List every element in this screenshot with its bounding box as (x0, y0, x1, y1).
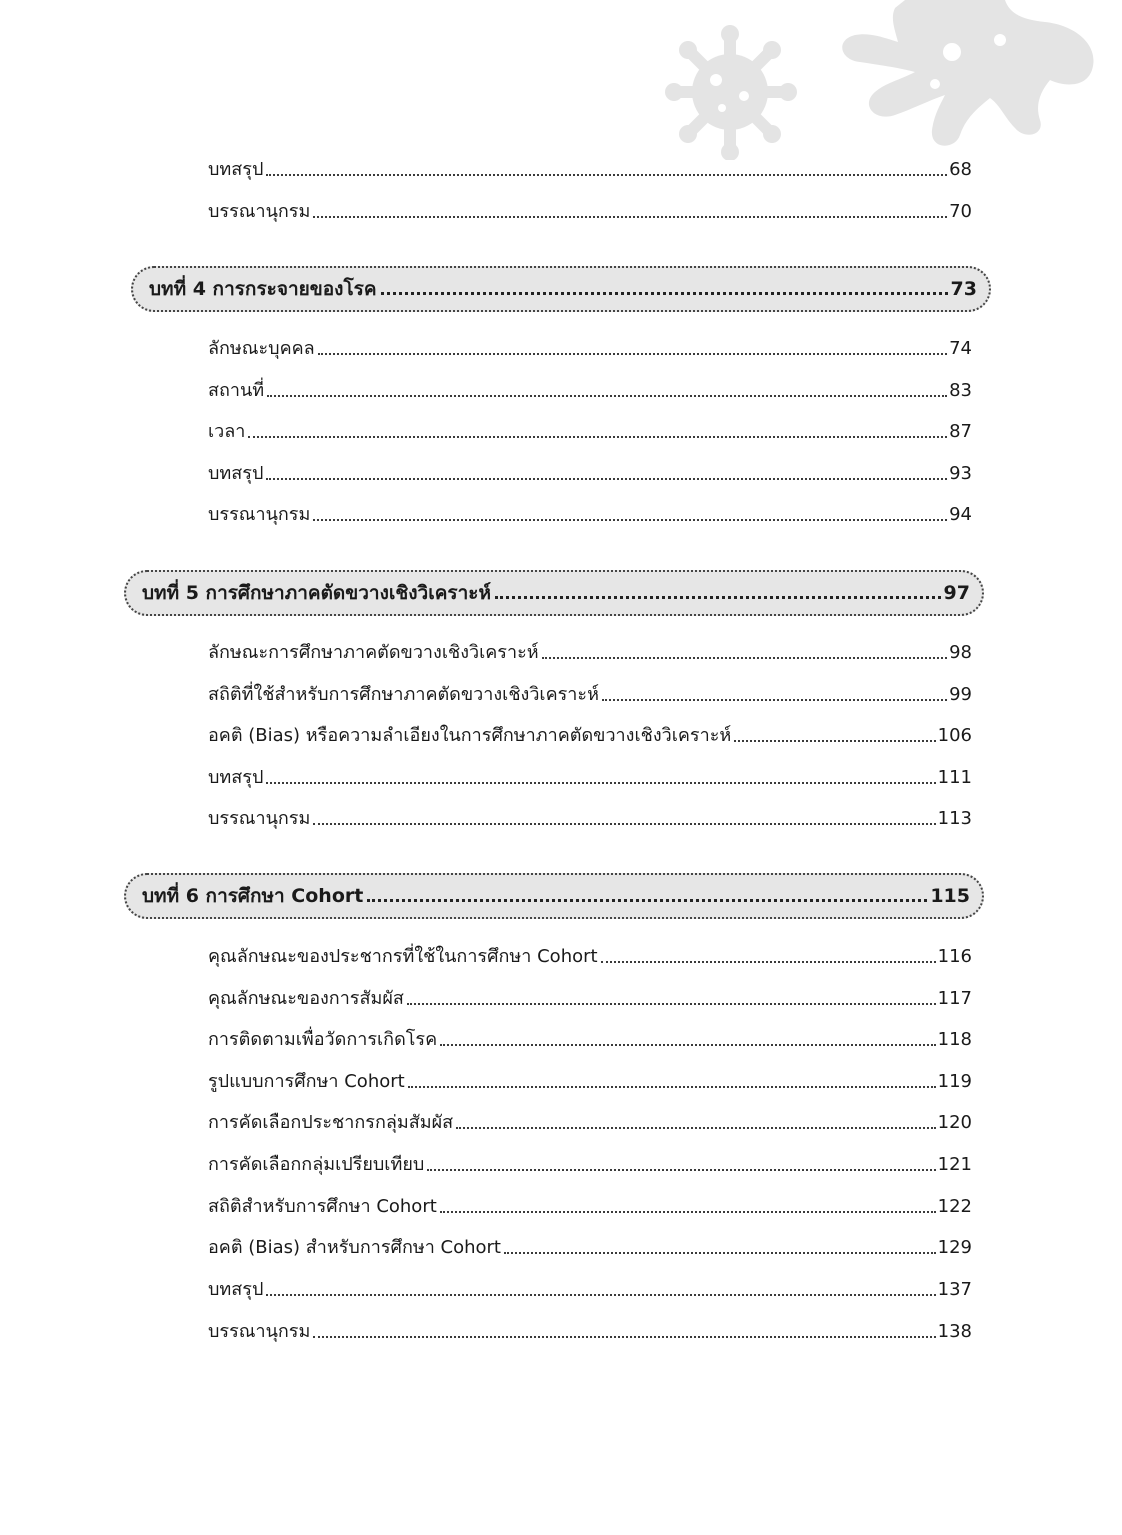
toc-entry-page: 111 (937, 767, 972, 788)
toc-entry-label: คุณลักษณะของการสัมผัส (208, 988, 404, 1009)
toc-entry-page: 98 (949, 642, 972, 663)
toc-entry[interactable] (208, 1063, 972, 1093)
dot-leader (734, 740, 935, 742)
chapter-title: บทที่ 5 การศึกษาภาคตัดขวางเชิงวิเคราะห์ (142, 582, 492, 604)
toc-entry[interactable] (208, 1104, 972, 1134)
toc-entry[interactable] (208, 193, 972, 223)
toc-entry-label: เวลา (208, 421, 246, 442)
toc-entry-label: สถิติสำหรับการศึกษา Cohort (208, 1196, 437, 1217)
toc-entry-page: 119 (937, 1071, 972, 1092)
toc-entry-label: รูปแบบการศึกษา Cohort (208, 1071, 405, 1092)
chapter-heading[interactable] (131, 266, 991, 312)
toc-entry-label: บทสรุป (208, 463, 264, 484)
toc-entry-label: อคติ (Bias) หรือความลำเอียงในการศึกษาภาคตัดขวางเชิงวิเคราะห์ (208, 725, 732, 746)
chapter-heading[interactable] (124, 873, 984, 919)
dot-leader (266, 1294, 935, 1296)
dot-leader (313, 1336, 935, 1338)
toc-entry[interactable] (208, 800, 972, 830)
virus-decoration (0, 0, 1122, 160)
dot-leader (407, 1003, 936, 1005)
toc-entry-label: คุณลักษณะของประชากรที่ใช้ในการศึกษา Cohort (208, 946, 598, 967)
toc-entry[interactable] (208, 759, 972, 789)
toc-entry-page: 138 (937, 1321, 972, 1342)
dot-leader (318, 353, 947, 355)
dot-leader (542, 657, 947, 659)
dot-leader (602, 699, 947, 701)
toc-entry-label: ลักษณะบุคคล (208, 338, 315, 359)
toc-entry[interactable] (208, 1229, 972, 1259)
dot-leader (313, 823, 935, 825)
toc-entry-page: 121 (937, 1154, 972, 1175)
toc-entry-label: บรรณานุกรม (208, 201, 311, 222)
dot-leader (313, 519, 947, 521)
dot-leader (267, 395, 947, 397)
toc-entry-page: 129 (937, 1237, 972, 1258)
toc-entry-page: 99 (949, 684, 972, 705)
dot-leader (266, 174, 947, 176)
toc-entry-label: บรรณานุกรม (208, 808, 311, 829)
toc-entry-page: 93 (949, 463, 972, 484)
dot-leader (266, 478, 947, 480)
virus-icon (842, 0, 1093, 146)
toc-entry[interactable] (208, 980, 972, 1010)
toc-entry[interactable] (208, 634, 972, 664)
chapter-page: 115 (930, 885, 970, 907)
chapter-page: 73 (950, 278, 977, 300)
toc-entry-label: การคัดเลือกกลุ่มเปรียบเทียบ (208, 1154, 425, 1175)
dot-leader (440, 1211, 936, 1213)
toc-entry-page: 94 (949, 504, 972, 525)
dot-leader (408, 1086, 936, 1088)
toc-entry-page: 87 (949, 421, 972, 442)
chapter-page: 97 (943, 582, 970, 604)
toc-entry[interactable] (208, 1188, 972, 1218)
chapter-title: บทที่ 6 การศึกษา Cohort (142, 885, 364, 907)
dot-leader (313, 216, 947, 218)
toc-entry-label: การคัดเลือกประชากรกลุ่มสัมผัส (208, 1112, 454, 1133)
chapter-heading[interactable] (124, 570, 984, 616)
virus-icon (665, 25, 797, 160)
toc-entry-label: บรรณานุกรม (208, 1321, 311, 1342)
toc-entry-page: 113 (937, 808, 972, 829)
toc-entry-label: บทสรุป (208, 767, 264, 788)
dot-leader (266, 782, 935, 784)
dot-leader (456, 1127, 936, 1129)
dot-leader (440, 1044, 936, 1046)
toc-entry[interactable] (208, 676, 972, 706)
toc-entry-label: บทสรุป (208, 1279, 264, 1300)
dot-leader (504, 1252, 936, 1254)
toc-entry[interactable] (208, 413, 972, 443)
toc-entry-page: 70 (949, 201, 972, 222)
dot-leader (367, 899, 927, 902)
toc-entry[interactable] (208, 1271, 972, 1301)
toc-entry-page: 137 (937, 1279, 972, 1300)
toc-entry[interactable] (208, 717, 972, 747)
toc-entry[interactable] (208, 1146, 972, 1176)
toc-entry[interactable] (208, 1021, 972, 1051)
toc-entry-page: 74 (949, 338, 972, 359)
toc-entry-page: 106 (937, 725, 972, 746)
toc-entry[interactable] (208, 455, 972, 485)
toc-entry-page: 116 (937, 946, 972, 967)
toc-entry-label: บรรณานุกรม (208, 504, 311, 525)
toc-entry-page: 122 (937, 1196, 972, 1217)
toc-entry-page: 117 (937, 988, 972, 1009)
toc-entry-label: สถานที่ (208, 380, 265, 401)
dot-leader (381, 292, 948, 295)
toc-entry-page: 83 (949, 380, 972, 401)
toc-entry-label: การติดตามเพื่อวัดการเกิดโรค (208, 1029, 438, 1050)
dot-leader (248, 436, 947, 438)
toc-entry-page: 118 (937, 1029, 972, 1050)
toc-entry[interactable] (208, 330, 972, 360)
dot-leader (427, 1169, 935, 1171)
toc-entry[interactable] (208, 1313, 972, 1343)
toc-entry[interactable] (208, 372, 972, 402)
toc-entry[interactable] (208, 938, 972, 968)
toc-entry-page: 68 (949, 159, 972, 180)
toc-entry-label: อคติ (Bias) สำหรับการศึกษา Cohort (208, 1237, 501, 1258)
chapter-title: บทที่ 4 การกระจายของโรค (149, 278, 377, 300)
dot-leader (495, 596, 941, 599)
toc-entry[interactable] (208, 151, 972, 181)
toc-entry-label: บทสรุป (208, 159, 264, 180)
toc-entry-label: ลักษณะการศึกษาภาคตัดขวางเชิงวิเคราะห์ (208, 642, 539, 663)
toc-entry-label: สถิติที่ใช้สำหรับการศึกษาภาคตัดขวางเชิงวิเคราะห์ (208, 684, 599, 705)
dot-leader (601, 961, 936, 963)
toc-entry-page: 120 (937, 1112, 972, 1133)
toc-entry[interactable] (208, 496, 972, 526)
